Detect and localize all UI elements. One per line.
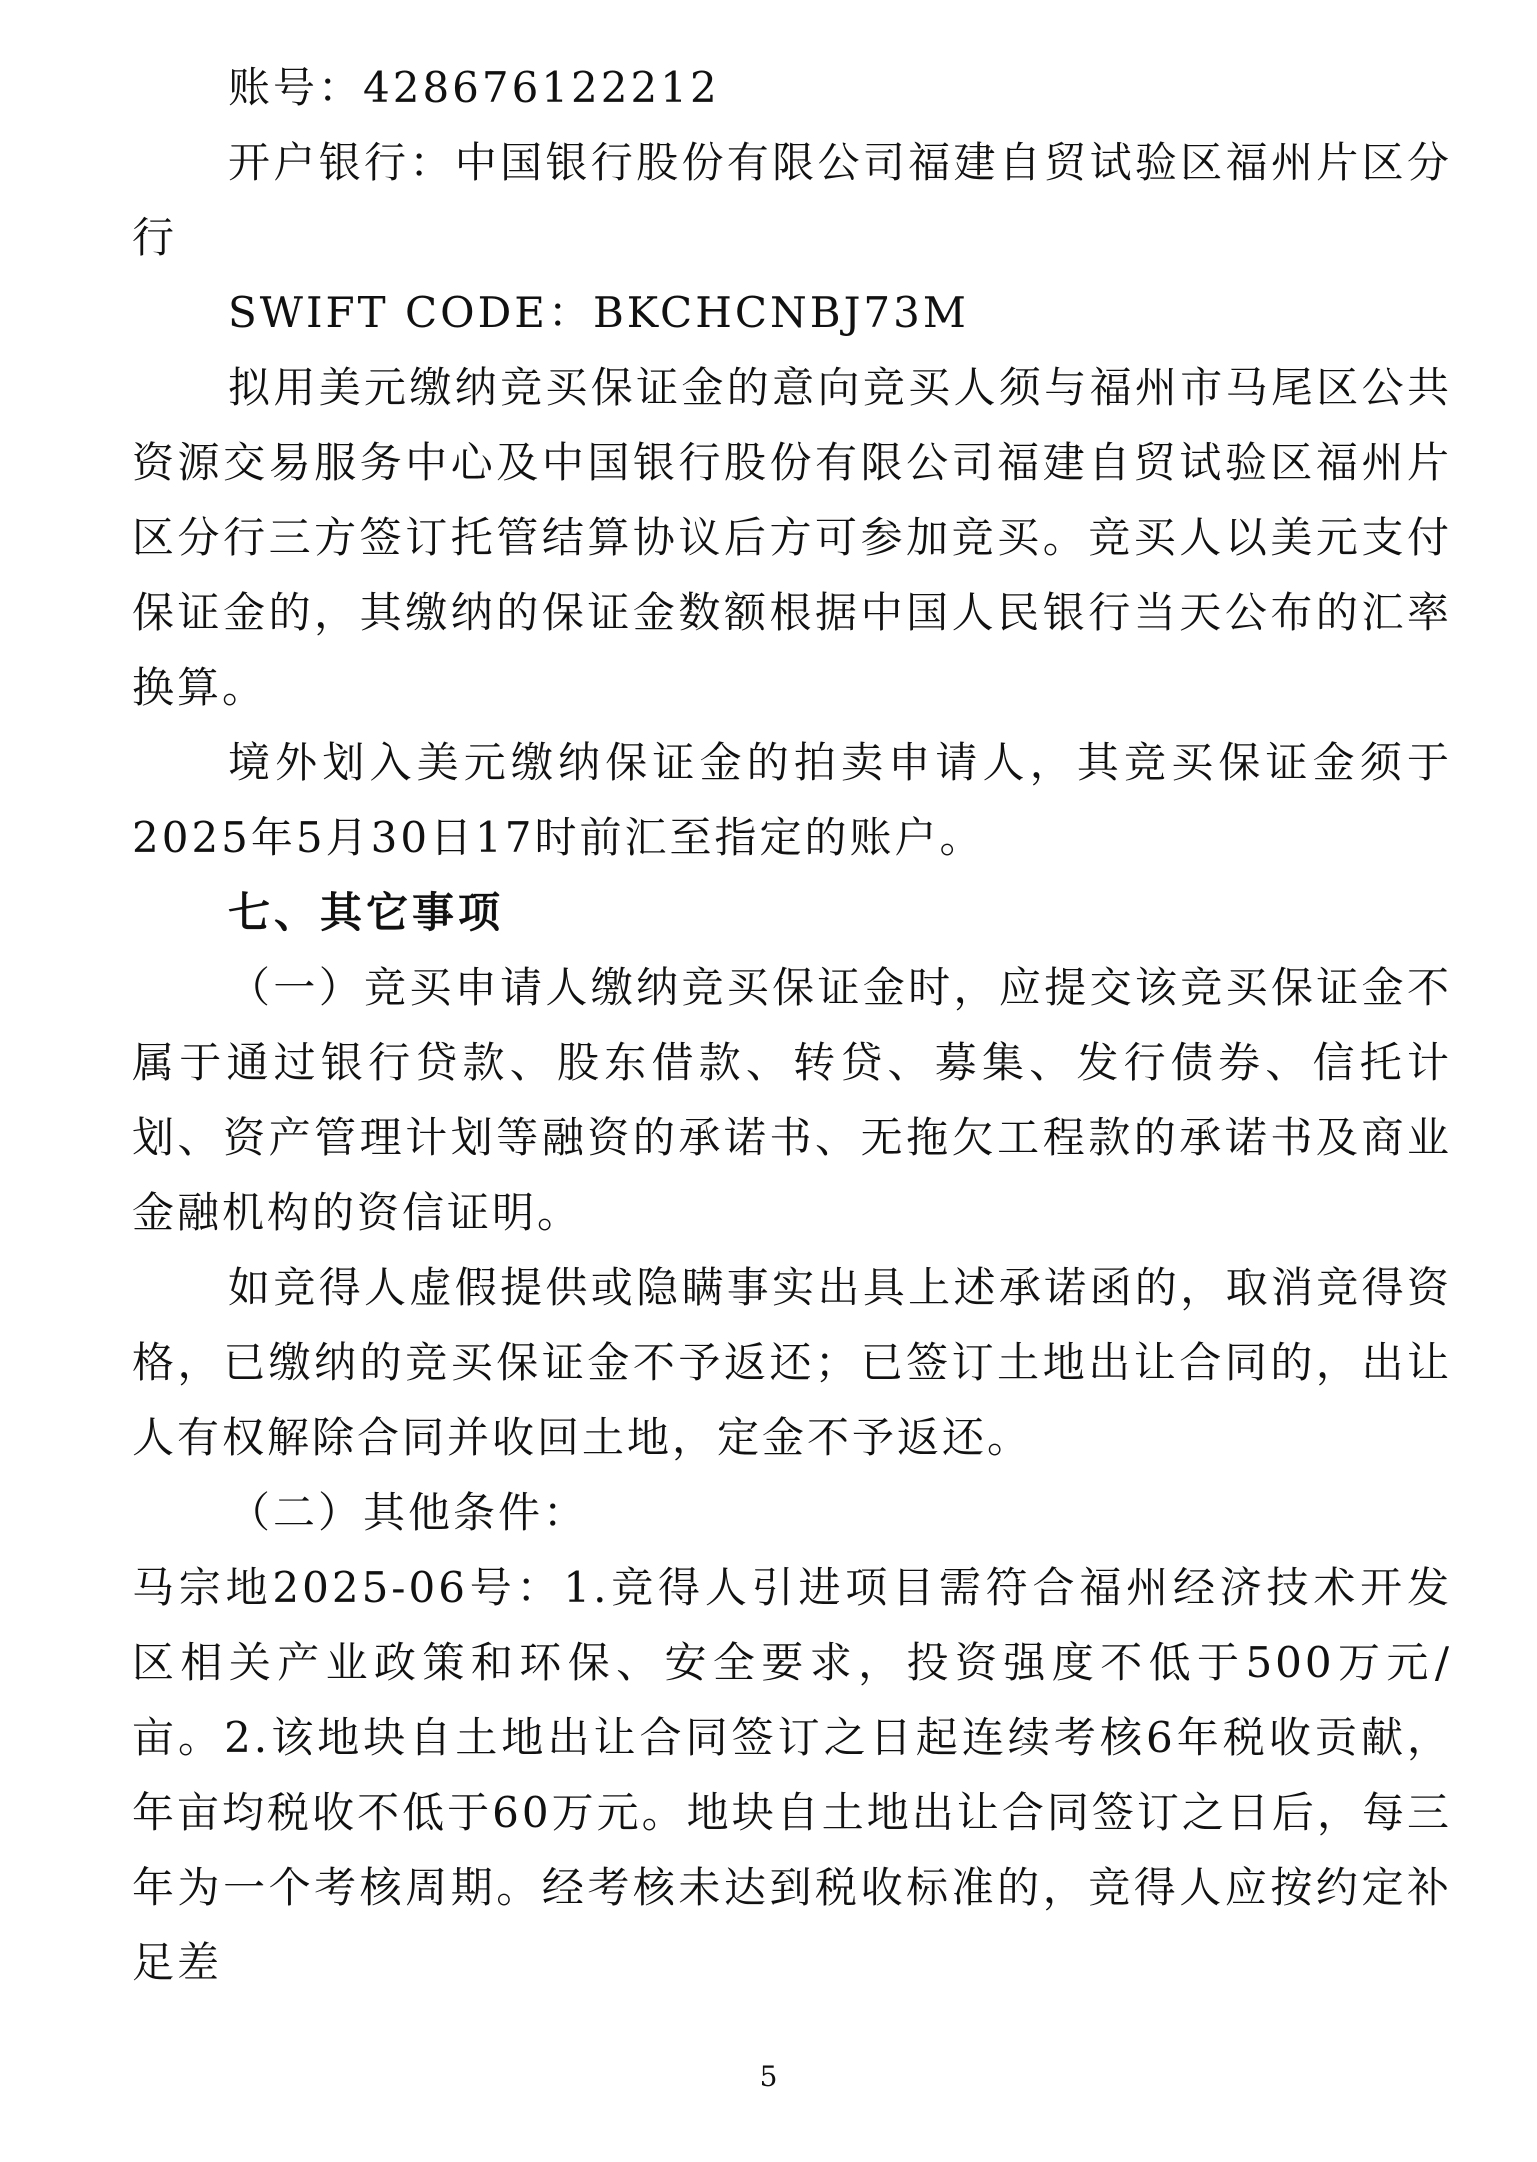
item-one-paragraph: （一）竞买申请人缴纳竞买保证金时，应提交该竞买保证金不属于通过银行贷款、股东借款、转贷、募集、发行债券、信托计划、资产管理计划等融资的承诺书、无拖欠工程款的承诺书及商业金融机构的资信证明。	[132, 963, 1452, 1237]
usd-deposit-paragraph: 拟用美元缴纳竞买保证金的意向竞买人须与福州市马尾区公共资源交易服务中心及中国银行股份有限公司福建自贸试验区福州片区分行三方签订托管结算协议后方可参加竞买。竞买人以美元支付保证金的，其缴纳的保证金数额根据中国人民银行当天公布的汇率换算。	[132, 363, 1452, 712]
swift-code-line: SWIFT CODE：BKCHCNBJ73M	[228, 288, 969, 337]
document-body	[132, 50, 1452, 2000]
land-condition-paragraph: 马宗地2025-06号：1.竞得人引进项目需符合福州经济技术开发区相关产业政策和环保、安全要求，投资强度不低于500万元/亩。2.该地块自土地出让合同签订之日起连续考核6年税收贡献，年亩均税收不低于60万元。地块自土地出让合同签订之日后，每三年为一个考核周期。经考核未达到税收标准的，竞得人应按约定补足差	[132, 1563, 1452, 1987]
account-line: 账号：428676122212	[228, 63, 720, 112]
page-number: 5	[759, 2060, 778, 2093]
overseas-deposit-paragraph: 境外划入美元缴纳保证金的拍卖申请人，其竞买保证金须于2025年5月30日17时前汇至指定的账户。	[132, 738, 1452, 862]
item-two-heading: （二）其他条件：	[228, 1488, 589, 1537]
section-heading: 七、其它事项	[228, 888, 505, 937]
false-info-paragraph: 如竞得人虚假提供或隐瞒事实出具上述承诺函的，取消竞得资格，已缴纳的竞买保证金不予返还；已签订土地出让合同的，出让人有权解除合同并收回土地，定金不予返还。	[132, 1263, 1452, 1462]
bank-line: 开户银行：中国银行股份有限公司福建自贸试验区福州片区分行	[132, 138, 1452, 262]
